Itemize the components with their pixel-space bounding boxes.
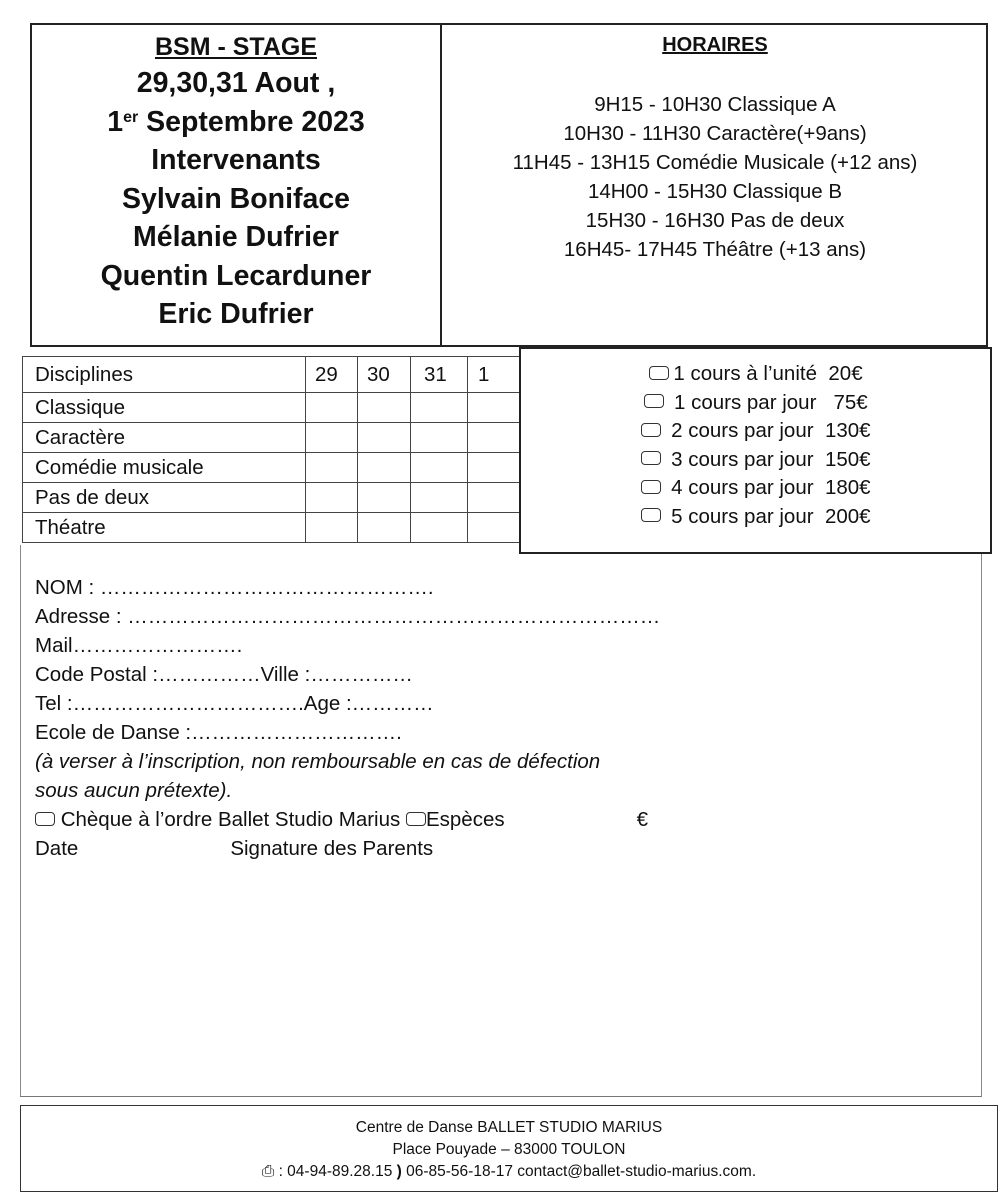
adresse-field[interactable]: Adresse : …………………………………………………………………… (35, 605, 661, 628)
stage-dates-day: 1 (107, 105, 124, 138)
pricing-option[interactable] (521, 474, 991, 503)
intervenant: Eric Dufrier (158, 298, 314, 330)
day-cell-30[interactable] (358, 513, 411, 543)
option-price: 200€ (824, 504, 871, 528)
tel-field[interactable]: Tel :……………………………. (35, 692, 304, 715)
day-cell-30[interactable] (358, 453, 411, 483)
day-cell-29[interactable] (306, 393, 358, 423)
option-price: 180€ (824, 476, 871, 499)
disciplines-table (22, 356, 524, 543)
pricing-option[interactable] (521, 417, 991, 446)
payment-method-line (35, 805, 935, 834)
day-cell-31[interactable] (411, 393, 468, 423)
option-price: 150€ (824, 447, 871, 471)
option-label: 2 cours par jour (671, 419, 814, 442)
day-cell-31[interactable] (411, 483, 468, 513)
ville-field[interactable]: Ville :…………… (260, 663, 413, 686)
table-header-row (23, 357, 524, 393)
table-row (23, 393, 524, 423)
table-row (23, 483, 524, 513)
day-cell-29[interactable] (306, 483, 358, 513)
especes-checkbox-icon[interactable] (406, 812, 426, 826)
footer-contact (20, 1117, 998, 1183)
payment-note-line1: (à verser à l’inscription, non remboursable en cas de défection (35, 750, 601, 773)
option-label: 4 cours par jour (671, 476, 814, 499)
signature-label[interactable]: Signature des Parents (230, 837, 434, 860)
stage-dates-line2 (32, 103, 440, 142)
day-cell-1[interactable] (468, 513, 524, 543)
discipline-name: Théatre (23, 513, 306, 543)
intervenant: Mélanie Dufrier (133, 221, 339, 253)
checkbox-icon[interactable] (641, 423, 661, 437)
checkbox-icon[interactable] (641, 451, 661, 465)
checkbox-icon[interactable] (641, 508, 661, 522)
intervenants-label: Intervenants (151, 144, 321, 176)
footer-address: Place Pouyade – 83000 TOULON (392, 1141, 626, 1158)
table-row (23, 453, 524, 483)
fax-phone-icon: ⎙ (261, 1163, 275, 1180)
pricing-option[interactable] (521, 360, 991, 389)
day-cell-1[interactable] (468, 453, 524, 483)
day-cell-30[interactable] (358, 393, 411, 423)
tel-age-line (35, 689, 935, 718)
stage-dates-sup: er (123, 108, 139, 126)
option-label: 3 cours par jour (671, 447, 814, 471)
day-cell-1[interactable] (468, 483, 524, 513)
option-price: 130€ (824, 419, 871, 442)
day-cell-1[interactable] (468, 423, 524, 453)
table-row (23, 423, 524, 453)
pricing-option[interactable] (521, 389, 991, 418)
phone-mobile[interactable]: 06-85-56-18-17 (401, 1163, 518, 1180)
discipline-name: Caractère (23, 423, 306, 453)
header-disciplines: Disciplines (23, 357, 306, 393)
horaire-item: 16H45- 17H45 Théâtre (+13 ans) (563, 238, 867, 261)
day-cell-30[interactable] (358, 483, 411, 513)
day-cell-31[interactable] (411, 513, 468, 543)
cheque-checkbox-icon[interactable] (35, 812, 55, 826)
stage-title: BSM - STAGE (154, 33, 318, 61)
footer-school-name: Centre de Danse BALLET STUDIO MARIUS (355, 1119, 663, 1136)
horaire-item: 10H30 - 11H30 Caractère(+9ans) (563, 122, 867, 145)
stage-info (32, 30, 440, 334)
header-day-31: 31 (411, 357, 468, 393)
discipline-name: Comédie musicale (23, 453, 306, 483)
horaires-list (442, 90, 988, 264)
day-cell-29[interactable] (306, 423, 358, 453)
checkbox-icon[interactable] (641, 480, 661, 494)
stage-dates-month: Septembre 2023 (138, 105, 365, 138)
date-signature-line (35, 834, 935, 863)
email-link[interactable]: contact@ballet-studio-marius.com. (517, 1163, 757, 1180)
registration-form (35, 573, 935, 863)
horaires-section (442, 30, 988, 264)
option-price: 20€ (828, 362, 863, 385)
day-cell-31[interactable] (411, 423, 468, 453)
phone-fixed[interactable]: : 04-94-89.28.15 (274, 1163, 397, 1180)
pricing-options (521, 360, 991, 531)
amount-currency[interactable]: € (636, 808, 649, 831)
mail-field[interactable]: Mail……………………. (35, 634, 243, 657)
date-label[interactable]: Date (35, 837, 79, 860)
age-field[interactable]: Age :………… (303, 692, 434, 715)
day-cell-1[interactable] (468, 393, 524, 423)
especes-label: Espèces (425, 808, 505, 831)
cheque-label: Chèque à l’ordre Ballet Studio Marius (55, 808, 406, 831)
option-label: 1 cours à l’unité (673, 362, 817, 385)
discipline-name: Pas de deux (23, 483, 306, 513)
day-cell-29[interactable] (306, 453, 358, 483)
checkbox-icon[interactable] (649, 366, 669, 380)
day-cell-31[interactable] (411, 453, 468, 483)
code-postal-ville-line (35, 660, 935, 689)
checkbox-icon[interactable] (644, 394, 664, 408)
option-price: 75€ (827, 390, 868, 414)
horaire-item: 11H45 - 13H15 Comédie Musicale (+12 ans) (512, 151, 918, 174)
day-cell-30[interactable] (358, 423, 411, 453)
header-day-29: 29 (306, 357, 358, 393)
pricing-option[interactable] (521, 503, 991, 532)
payment-note-line2: sous aucun prétexte). (35, 779, 233, 802)
intervenant: Sylvain Boniface (121, 182, 351, 215)
intervenant: Quentin Lecarduner (100, 259, 372, 292)
ecole-field[interactable]: Ecole de Danse :…………………………. (35, 721, 402, 744)
header-day-1: 1 (468, 357, 524, 393)
stage-dates-line1: 29,30,31 Aout , (136, 67, 336, 99)
option-label: 1 cours par jour (673, 390, 817, 414)
table-row (23, 513, 524, 543)
nom-field[interactable]: NOM : …………………………………………. (35, 576, 434, 599)
horaires-title: HORAIRES (662, 34, 768, 56)
option-label: 5 cours par jour (671, 504, 814, 528)
discipline-name: Classique (23, 393, 306, 423)
horaire-item: 14H00 - 15H30 Classique B (587, 180, 843, 203)
code-postal-field[interactable]: Code Postal :…………… (35, 663, 261, 686)
horaire-item: 9H15 - 10H30 Classique A (594, 93, 836, 116)
footer-contacts-line (20, 1161, 998, 1183)
mobile-phone-icon: ) (396, 1163, 402, 1180)
day-cell-29[interactable] (306, 513, 358, 543)
horaire-item: 15H30 - 16H30 Pas de deux (585, 209, 845, 232)
header-day-30: 30 (358, 357, 411, 393)
pricing-option[interactable] (521, 446, 991, 475)
